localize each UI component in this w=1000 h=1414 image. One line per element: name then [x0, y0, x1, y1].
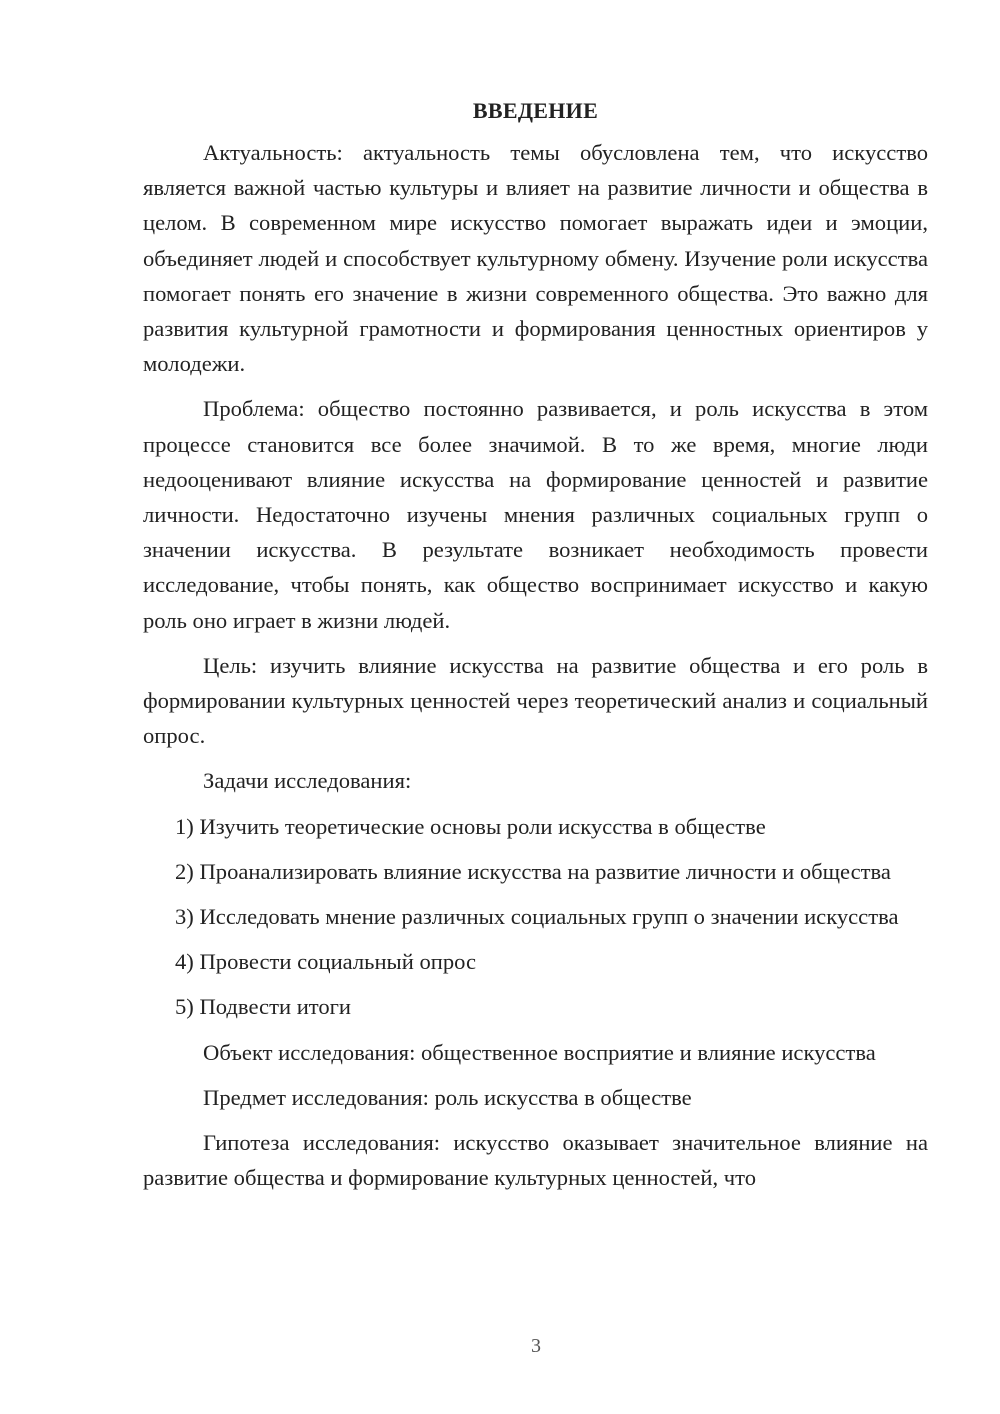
document-page [143, 96, 928, 1195]
paragraph-problem: Проблема: общество постоянно развивается, и роль искусства в этом процессе становится все более значимой. В то же время, многие люди недооценивают влияние искусства на формирование ценностей и развитие личности. Недостаточно изучены мнения различных социальных групп о значении искусства. В результате возникает необходимость провести исследование, чтобы понять, как общество воспринимает искусство и какую роль оно играет в жизни людей. [143, 396, 928, 633]
paragraph-hypothesis: Гипотеза исследования: искусство оказывает значительное влияние на развитие общества и формирование культурных ценностей, что [143, 1130, 928, 1191]
page-number: 3 [531, 1335, 541, 1357]
task-item-3: 3) Исследовать мнение различных социальных групп о значении искусства [175, 904, 899, 930]
paragraph-relevance: Актуальность: актуальность темы обусловлена тем, что искусство является важной частью культуры и влияет на развитие личности и общества в целом. В современном мире искусство помогает выражать идеи и эмоции, объединяет людей и способствует культурному обмену. Изучение роли искусства помогает понять его значение в жизни современного общества. Это важно для развития культурной грамотности и формирования ценностных ориентиров у молодежи. [143, 140, 928, 377]
paragraph-tasks-heading: Задачи исследования: [203, 768, 412, 794]
section-title: ВВЕДЕНИЕ [472, 98, 599, 123]
task-item-5: 5) Подвести итоги [175, 994, 352, 1020]
paragraph-object: Объект исследования: общественное восприятие и влияние искусства [203, 1039, 876, 1065]
paragraph-subject: Предмет исследования: роль искусства в обществе [203, 1084, 692, 1110]
task-item-4: 4) Провести социальный опрос [175, 949, 477, 975]
task-item-2: 2) Проанализировать влияние искусства на развитие личности и общества [175, 858, 891, 884]
paragraph-goal: Цель: изучить влияние искусства на развитие общества и его роль в формировании культурных ценностей через теоретический анализ и социальный опрос. [143, 652, 928, 749]
task-item-1: 1) Изучить теоретические основы роли искусства в обществе [175, 813, 766, 839]
